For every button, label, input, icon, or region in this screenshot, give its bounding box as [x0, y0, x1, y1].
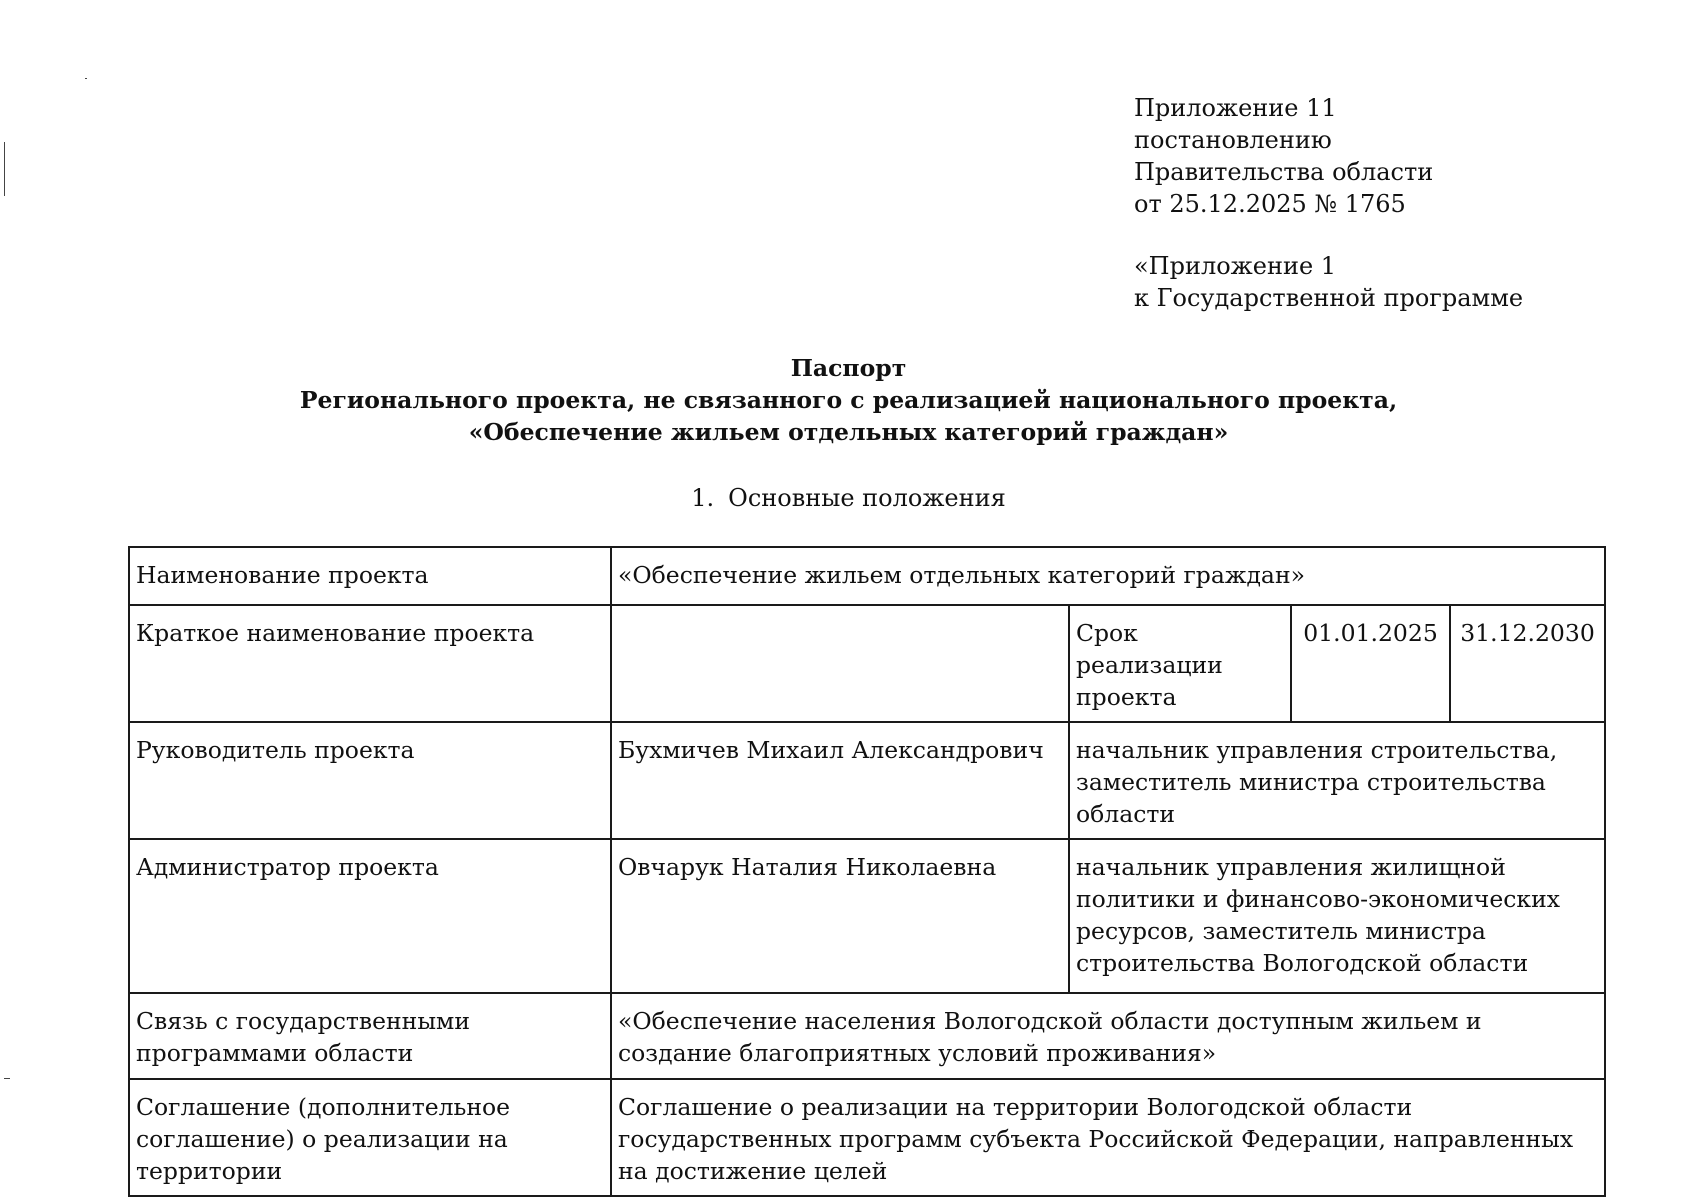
table-row	[129, 1079, 1605, 1196]
table-row	[129, 993, 1605, 1079]
admin-name: Овчарук Наталия Николаевна	[611, 839, 1069, 993]
appendix-line: Приложение 11	[1134, 94, 1337, 122]
appendix-date-line: от 25.12.2025 № 1765	[1134, 190, 1406, 218]
leader-name: Бухмичев Михаил Александрович	[611, 722, 1069, 839]
project-name-label: Наименование проекта	[129, 547, 611, 605]
section-title: Основные положения	[728, 484, 1006, 512]
scan-artifact	[85, 78, 87, 79]
appendix-line: постановлению	[1134, 126, 1332, 154]
agreement-label: Соглашение (дополнительное соглашение) о реализации на территории	[129, 1079, 611, 1196]
section-number: 1.	[691, 484, 715, 512]
title-line-project-name: «Обеспечение жильем отдельных категорий граждан»	[468, 418, 1229, 446]
leader-label: Руководитель проекта	[129, 722, 611, 839]
term-start: 01.01.2025	[1291, 605, 1450, 722]
scan-artifact	[4, 1078, 10, 1079]
appendix-block	[1134, 92, 1523, 314]
section-heading	[0, 482, 1697, 514]
table-row	[129, 605, 1605, 722]
agreement-value: Соглашение о реализации на территории Вологодской области государственных программ субъекта Российской Федерации, направленных на достижение целей	[611, 1079, 1605, 1196]
scan-artifact	[4, 142, 5, 196]
short-name-value	[611, 605, 1069, 722]
appendix-line: к Государственной программе	[1134, 284, 1524, 312]
appendix-line: Правительства области	[1134, 158, 1434, 186]
admin-label: Администратор проекта	[129, 839, 611, 993]
table-row	[129, 547, 1605, 605]
short-name-label: Краткое наименование проекта	[129, 605, 611, 722]
program-link-label: Связь с государственными программами области	[129, 993, 611, 1079]
document-title	[0, 352, 1697, 448]
program-link-value: «Обеспечение населения Вологодской области доступным жильем и создание благоприятных условий проживания»	[611, 993, 1605, 1079]
term-end: 31.12.2030	[1450, 605, 1605, 722]
term-label: Срок реализации проекта	[1069, 605, 1291, 722]
table-row	[129, 722, 1605, 839]
leader-position: начальник управления строительства, заместитель министра строительства области	[1069, 722, 1605, 839]
passport-table	[128, 546, 1606, 1197]
title-line-project-type: Регионального проекта, не связанного с реализацией национального проекта,	[299, 386, 1398, 414]
table-row	[129, 839, 1605, 993]
appendix-line: «Приложение 1	[1134, 252, 1337, 280]
project-name-value: «Обеспечение жильем отдельных категорий граждан»	[611, 547, 1605, 605]
title-line-passport: Паспорт	[790, 354, 907, 382]
admin-position: начальник управления жилищной политики и финансово-экономических ресурсов, заместитель министра строительства Вологодской области	[1069, 839, 1605, 993]
